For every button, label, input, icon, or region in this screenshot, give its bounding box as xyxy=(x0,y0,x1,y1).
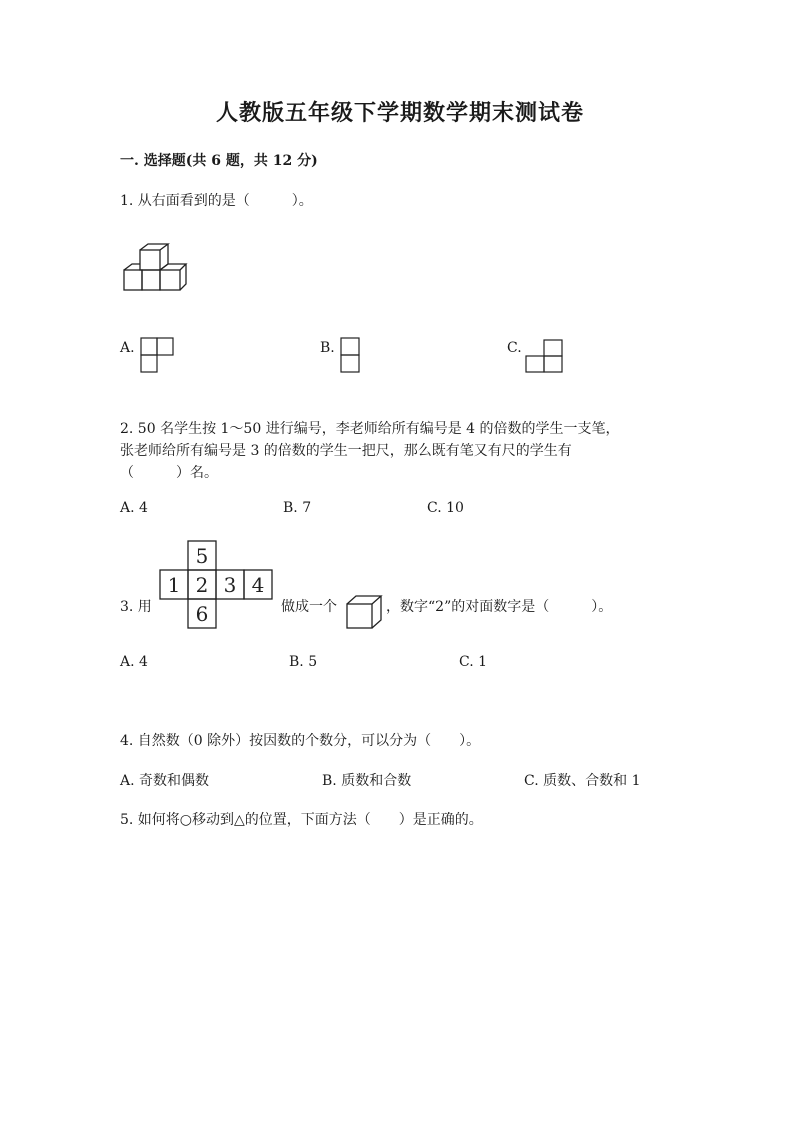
page-title: 人教版五年级下学期数学期末测试卷 xyxy=(215,100,584,126)
net-number-4: 4 xyxy=(251,573,265,597)
q1-stem: 1. 从右面看到的是（ ）。 xyxy=(120,193,313,209)
q3-option-c[interactable]: C. 1 xyxy=(459,654,488,670)
q1-option-b-figure xyxy=(339,336,361,374)
q4-option-b[interactable]: B. 质数和合数 xyxy=(322,773,412,789)
q1-option-a-label[interactable]: A. xyxy=(120,340,135,356)
q4-option-c[interactable]: C. 质数、合数和 1 xyxy=(524,773,641,789)
q2-option-c[interactable]: C. 10 xyxy=(427,500,464,516)
q3-cube-figure xyxy=(345,594,383,630)
q1-option-c-figure xyxy=(524,338,564,374)
net-number-2: 2 xyxy=(195,573,209,597)
q2-line-3: （ ）名。 xyxy=(120,465,218,481)
q3-suffix: ，数字“2”的对面数字是（ ）。 xyxy=(386,599,613,615)
q3-prefix: 3. 用 xyxy=(120,599,152,615)
net-number-top: 5 xyxy=(195,544,209,568)
q4-stem: 4. 自然数（0 除外）按因数的个数分，可以分为（ ）。 xyxy=(120,733,481,749)
q4-option-a[interactable]: A. 奇数和偶数 xyxy=(120,773,210,789)
q3-option-a[interactable]: A. 4 xyxy=(120,654,148,670)
section-heading: 一. 选择题(共 6 题，共 12 分) xyxy=(120,153,318,169)
net-number-1: 1 xyxy=(167,573,181,597)
q2-option-b[interactable]: B. 7 xyxy=(283,500,312,516)
q5-stem: 5. 如何将○移动到△的位置，下面方法（ ）是正确的。 xyxy=(120,812,483,828)
q3-cube-net-figure xyxy=(158,539,278,631)
q1-option-a-figure xyxy=(139,336,175,374)
net-number-bottom: 6 xyxy=(195,602,209,626)
q2-line-2: 张老师给所有编号是 3 的倍数的学生一把尺，那么既有笔又有尺的学生有 xyxy=(120,443,572,459)
q1-cube-stack-figure xyxy=(122,242,188,292)
q1-option-c-label[interactable]: C. xyxy=(507,340,522,356)
q3-option-b[interactable]: B. 5 xyxy=(289,654,318,670)
q3-middle: 做成一个 xyxy=(281,599,337,615)
q1-option-b-label[interactable]: B. xyxy=(320,340,335,356)
q2-line-1: 2. 50 名学生按 1～50 进行编号，李老师给所有编号是 4 的倍数的学生一支笔， xyxy=(120,421,620,437)
q2-option-a[interactable]: A. 4 xyxy=(120,500,148,516)
net-number-3: 3 xyxy=(223,573,237,597)
